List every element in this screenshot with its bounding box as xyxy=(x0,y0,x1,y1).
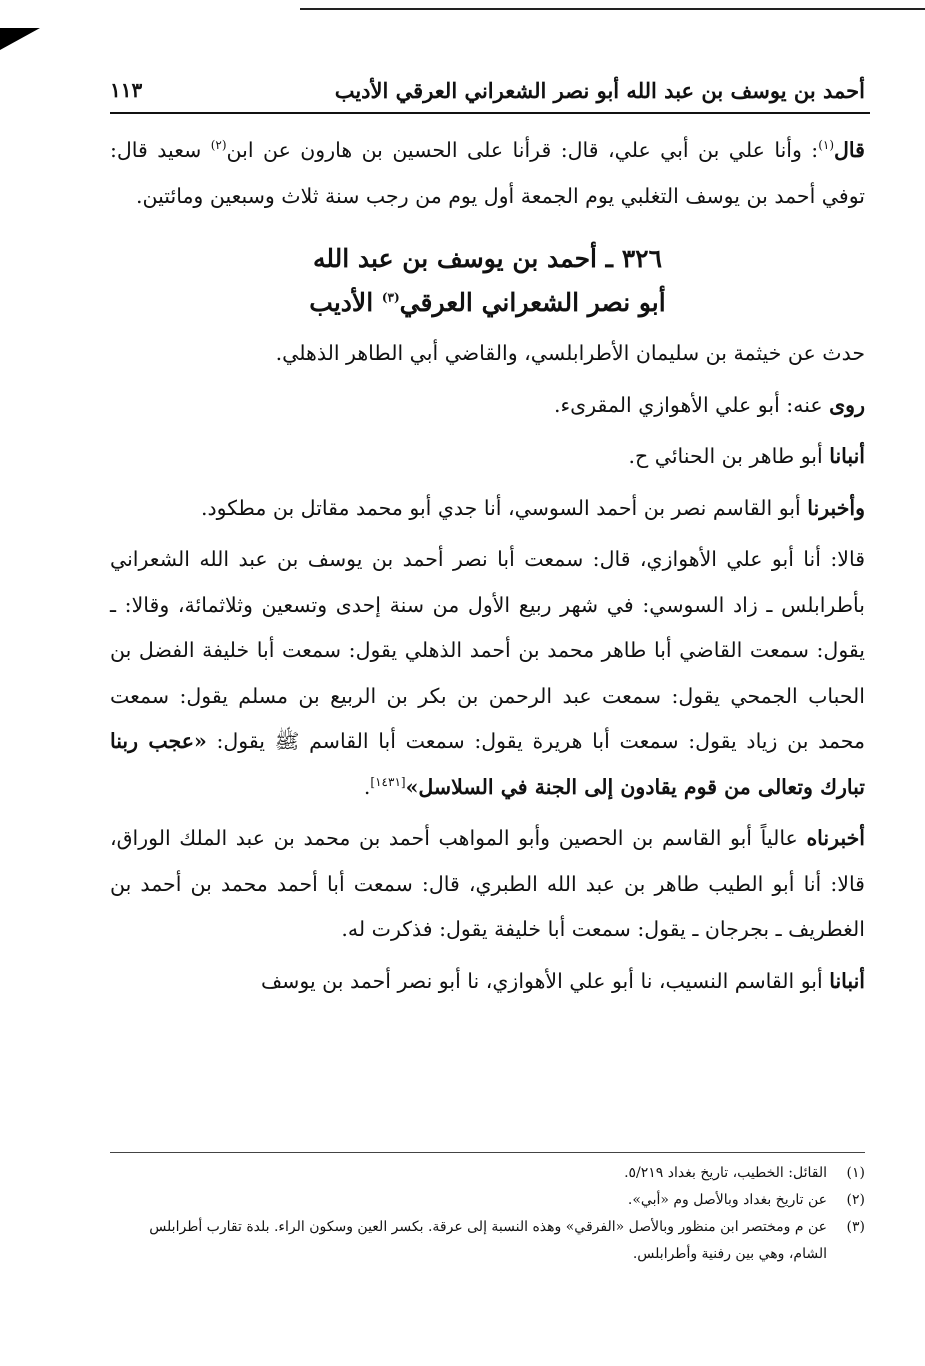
body-paragraph xyxy=(110,959,865,1005)
footnote xyxy=(110,1214,865,1268)
entry-heading-name: أبو نصر الشعراني العرقي xyxy=(399,288,666,317)
body-paragraph xyxy=(110,816,865,953)
entry-heading-line1: ٣٢٦ ـ أحمد بن يوسف بن عبد الله xyxy=(312,244,663,273)
para-text: عنه: أبو علي الأهوازي المقرىء. xyxy=(554,392,830,417)
para-text: حدث عن خيثمة بن سليمان الأطرابلسي، والقاضي أبي الطاهر الذهلي. xyxy=(275,341,865,365)
para-text: أبو القاسم النسيب، نا أبو علي الأهوازي، نا أبو نصر أحمد بن يوسف xyxy=(260,968,830,993)
body-paragraph xyxy=(110,486,865,532)
hadith-ref: [١٤٣١] xyxy=(370,774,406,789)
entry-heading-line2 xyxy=(110,281,865,325)
body-paragraph xyxy=(110,383,865,429)
para-lead: أنبانا xyxy=(829,444,865,468)
entry-heading-epithet: الأديب xyxy=(309,288,382,317)
para-lead: روى xyxy=(829,392,865,417)
footnote-number: (٣) xyxy=(846,1219,865,1235)
para-lead: أخبرناه xyxy=(806,826,865,850)
body-paragraph xyxy=(110,434,865,480)
top-edge-rule xyxy=(300,8,925,10)
main-text xyxy=(110,128,865,1010)
hadith-text: «عجب ربنا تبارك وتعالى من قوم يقادون إلى الجنة في السلاسل» xyxy=(110,729,865,799)
entry-heading xyxy=(110,237,865,325)
running-title: أحمد بن يوسف بن عبد الله أبو نصر الشعراني العرقي الأديب xyxy=(334,77,865,103)
para-lead: قال xyxy=(834,138,865,162)
footnote xyxy=(110,1160,865,1187)
para-text: قالا: أنا أبو علي الأهوازي، قال: سمعت أبا نصر أحمد بن يوسف بن عبد الله الشعراني بأطرابلس ـ زاد السوسي: في شهر ربيع الأول من سنة إحدى وتسعين وثلاثمائة، وقالا: ـ يقول: سمعت القاضي أبا طاهر محمد بن أحمد الذهلي يقول: سمعت أبا خليفة الفضل بن الحباب الجمحي يقول: سمعت عبد الرحمن بن بكر بن الربيع بن مسلم يقول: سمعت محمد بن زياد يقول: سمعت أبا هريرة يقول: سمعت أبا القاسم ﷺ يقول: xyxy=(110,547,865,753)
para-lead: أنبانا xyxy=(829,968,865,993)
para-text: أبو طاهر بن الحنائي ح. xyxy=(628,444,830,468)
page-number: ١١٣ xyxy=(110,78,143,102)
footnote-text: القائل: الخطيب، تاريخ بغداد ٥/٢١٩. xyxy=(624,1165,827,1181)
para-text: عالياً أبو القاسم بن الحصين وأبو المواهب أحمد بن محمد بن عبد الملك الوراق، قالا: أنا أبو الطيب طاهر بن عبد الله الطبري، قال: سمعت أبا أحمد محمد بن أحمد بن الغطريف ـ بجرجان ـ يقول: سمعت أبا خليفة يقول: فذكرت له. xyxy=(110,826,865,941)
footnote-text: عن تاريخ بغداد وبالأصل وم «أبي». xyxy=(627,1192,827,1208)
opening-paragraph xyxy=(110,128,865,219)
footnotes xyxy=(110,1160,865,1268)
para-end: . xyxy=(363,774,371,799)
para-text: أبو القاسم نصر بن أحمد السوسي، أنا جدي أبو محمد مقاتل بن مطكود. xyxy=(200,495,808,520)
footnote-ref-3: (٣) xyxy=(381,290,400,305)
running-header xyxy=(110,74,865,106)
footnote-number: (٢) xyxy=(846,1192,865,1208)
body-paragraph xyxy=(110,331,865,377)
para-text-cont: سعيد قال: توفي أحمد بن يوسف التغلبي يوم الجمعة أول يوم من رجب سنة ثلاث وسبعين ومائتين. xyxy=(110,138,865,208)
para-text: : وأنا علي بن أبي علي، قال: قرأنا على الحسين بن هارون عن ابن xyxy=(226,138,819,162)
scan-corner-mark xyxy=(0,28,40,50)
footnote-ref-2: (٢) xyxy=(210,138,227,153)
footnote-ref-1: (١) xyxy=(818,138,835,153)
footnote-number: (١) xyxy=(846,1165,865,1181)
footnote xyxy=(110,1187,865,1214)
body-paragraph xyxy=(110,537,865,810)
footnote-rule xyxy=(110,1152,865,1153)
para-lead: وأخبرنا xyxy=(807,495,865,520)
header-rule xyxy=(110,112,870,114)
footnote-text: عن م ومختصر ابن منظور وبالأصل «الفرقي» وهذه النسبة إلى عرقة. بكسر العين وسكون الراء. بلدة تقارب أطرابلس الشام، وهي بين رفنية وأطرابلس. xyxy=(149,1219,827,1262)
